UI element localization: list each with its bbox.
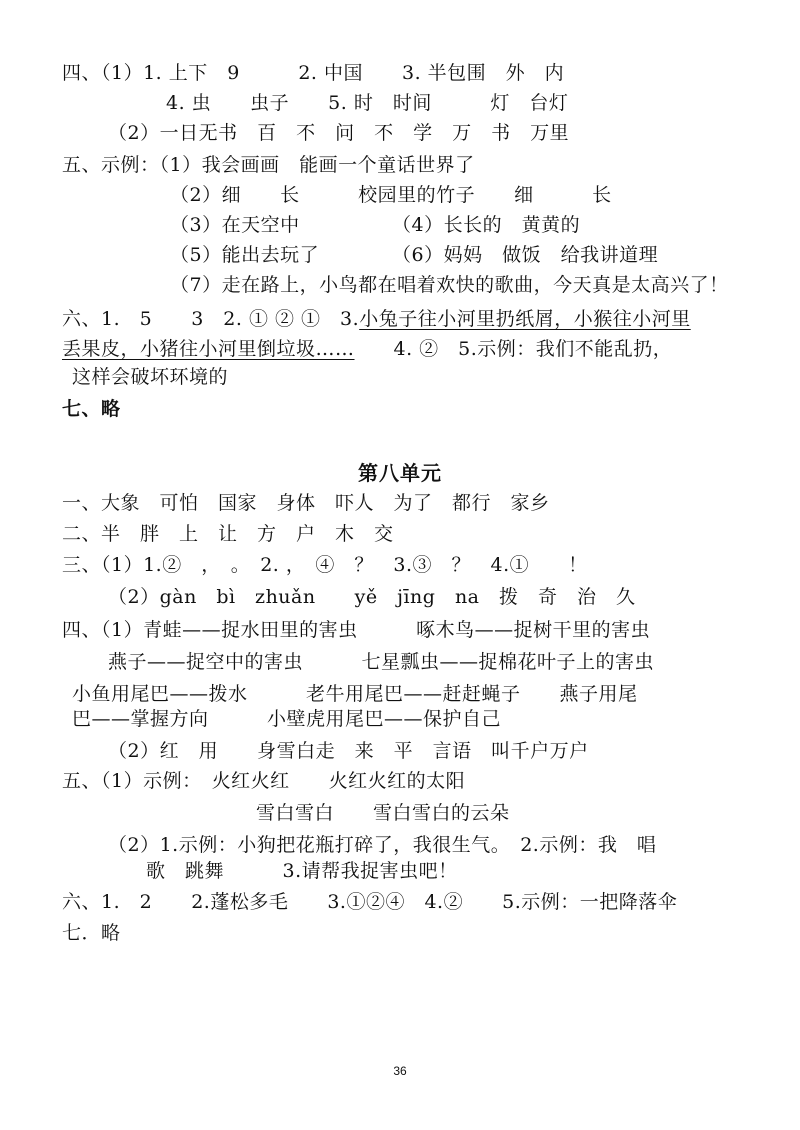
- unit8-title: 第八单元: [358, 461, 442, 485]
- unit7-q6-line2: [62, 336, 672, 362]
- unit7-q6-underlined-1: 小兔子往小河里扔纸屑，小猴往小河里: [359, 308, 691, 330]
- unit7-q5-item3: （3）在天空中: [170, 214, 300, 236]
- unit7-q6-line1: [62, 306, 691, 332]
- unit8-q5-line1: 五、（1）示例： 火红火红 火红火红的太阳: [62, 770, 466, 792]
- unit7-q4-line1: 四、（1）1. 上下 9 2. 中国 3. 半包围 外 内: [62, 62, 565, 84]
- page-number: 36: [393, 1064, 407, 1078]
- unit8-q4-line1: 四、（1）青蛙——捉水田里的害虫 啄木鸟——捉树干里的害虫: [62, 619, 651, 641]
- unit7-q5-item5: （5）能出去玩了: [170, 244, 320, 266]
- unit7-q4-part2: （2）一日无书 百 不 问 不 学 万 书 万里: [108, 122, 570, 144]
- unit7-q5-line1: 五、示例：（1）我会画画 能画一个童话世界了: [62, 154, 475, 176]
- unit8-q5-line4: 歌 跳舞 3.请帮我捉害虫吧！: [146, 860, 458, 882]
- unit7-q5-item7: （7）走在路上，小鸟都在唱着欢快的歌曲，今天真是太高兴了！: [170, 274, 729, 296]
- unit7-q7: 七、略: [62, 398, 121, 420]
- unit8-q4-line4: 巴——掌握方向 小壁虎用尾巴——保护自己: [72, 708, 502, 730]
- unit8-q3-part2: （2）gàn bì zhuǎn yě jīng na 拨 奇 治 久: [108, 586, 636, 608]
- unit8-q7: 七．略: [62, 922, 121, 944]
- unit8-q4-line2: 燕子——捉空中的害虫 七星瓢虫——捉棉花叶子上的害虫: [108, 651, 655, 673]
- unit8-q3-part1: 三、（1）1.② ， 。 2. ， ④ ？ 3.③ ？ 4.① ！: [62, 554, 588, 576]
- unit8-q5-line3: （2）1.示例：小狗把花瓶打碎了，我很生气。 2.示例：我 唱: [108, 834, 657, 856]
- unit7-q6-line3: 这样会破坏环境的: [72, 366, 229, 388]
- unit7-q5-item6: （6）妈妈 做饭 给我讲道理: [392, 244, 659, 266]
- unit7-q6-rest: 4. ② 5.示例：我们不能乱扔，: [354, 338, 673, 360]
- unit7-q6-prefix: 六、1. 5 3 2. ① ② ① 3.: [62, 308, 360, 330]
- unit8-q4-line3: 小鱼用尾巴——拨水 老牛用尾巴——赶赶蝇子 燕子用尾: [72, 683, 638, 705]
- unit8-q1: 一、大象 可怕 国家 身体 吓人 为了 都行 家乡: [62, 492, 550, 514]
- unit7-q4-line2: 4. 虫 虫子 5. 时 时间 灯 台灯: [166, 92, 569, 114]
- unit8-q5-line2: 雪白雪白 雪白雪白的云朵: [256, 802, 510, 824]
- unit7-q5-item4: （4）长长的 黄黄的: [392, 214, 581, 236]
- unit7-q6-underlined-2: 丢果皮，小猪往小河里倒垃圾……: [62, 338, 355, 360]
- unit8-q4-part2: （2）红 用 身雪白走 来 平 言语 叫千户万户: [108, 740, 589, 762]
- unit8-q6: 六、1. 2 2.蓬松多毛 3.①②④ 4.② 5.示例：一把降落伞: [62, 891, 678, 913]
- unit7-q5-item2: （2）细 长 校园里的竹子 细 长: [170, 184, 612, 206]
- unit8-q2: 二、半 胖 上 让 方 户 木 交: [62, 523, 394, 545]
